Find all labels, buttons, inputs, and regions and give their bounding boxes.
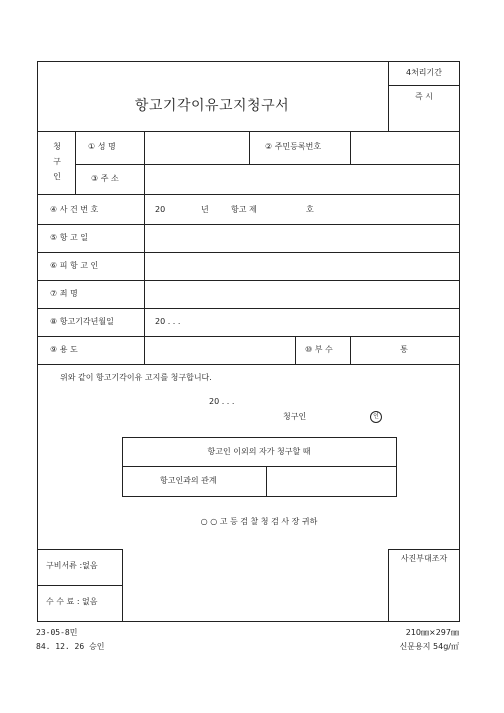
appellee-field[interactable] [146, 254, 457, 279]
case-no-label: ④ 사 건 번 호 [50, 205, 99, 214]
proxy-divider [266, 466, 267, 496]
row-line-5 [37, 308, 460, 309]
dismissal-date-label: ⑧ 항고기각년월일 [50, 317, 114, 326]
docs-right [122, 549, 123, 622]
row-line-7 [37, 364, 460, 365]
appellee-label: ⑥ 피 항 고 인 [50, 261, 99, 270]
case-no-appeal: 항고 제 [231, 205, 257, 214]
addressee: ○ ○ 고 등 검 찰 청 검 사 장 귀하 [200, 517, 318, 526]
form-number: 23-05-8민 [36, 628, 78, 637]
proxy-top [122, 437, 397, 438]
seal-mark: 인 [370, 411, 382, 423]
paper-type: 신문용지 54g/㎡ [399, 642, 459, 651]
period-box-left [388, 61, 389, 131]
rrn-field[interactable] [352, 134, 457, 162]
row-line-6 [37, 336, 460, 337]
row-line-4 [37, 280, 460, 281]
purpose-field[interactable] [146, 338, 293, 363]
name-label: ① 성 명 [88, 142, 116, 151]
rrn-left-line [249, 131, 250, 164]
approval-date: 84. 12. 26 승인 [36, 642, 105, 651]
period-box-divider [388, 85, 459, 86]
applicant-col-line [75, 131, 76, 194]
applicant-row-line [75, 164, 459, 165]
applicant-char-3: 인 [53, 172, 61, 181]
label-col-line-main [144, 194, 145, 364]
date-line: 20 . . . [209, 397, 235, 406]
purpose-label: ⑨ 용 도 [50, 345, 78, 354]
relation-label: 항고인과의 관계 [160, 476, 217, 485]
proxy-right [396, 437, 397, 497]
name-field[interactable] [146, 134, 247, 162]
proxy-header: 항고인 이외의 자가 청구할 때 [207, 447, 311, 456]
relation-field[interactable] [268, 468, 395, 494]
rrn-right-line [350, 131, 351, 164]
period-label: 4처리기간 [405, 68, 443, 77]
applicant-sign-label: 청구인 [283, 412, 307, 421]
photo-label: 사진부대조자 [400, 554, 448, 563]
copies-right-line [350, 336, 351, 364]
label-col-line-top [144, 131, 145, 194]
copies-unit: 통 [400, 345, 408, 354]
frame-top [37, 61, 460, 62]
proxy-mid [122, 466, 397, 467]
copies-left-line [295, 336, 296, 364]
address-field[interactable] [146, 166, 457, 192]
disposition-field[interactable] [146, 282, 457, 307]
statement-text: 위와 같이 항고기각이유 고지를 청구합니다. [60, 373, 212, 382]
appeal-date-field[interactable] [146, 226, 457, 251]
page-title: 항고기각이유고지청구서 [134, 98, 290, 114]
disposition-label: ⑦ 죄 명 [50, 289, 78, 298]
frame-bottom [37, 621, 460, 622]
paper-size: 210㎜×297㎜ [405, 628, 459, 637]
docs-top [37, 549, 122, 550]
address-label: ③ 주 소 [91, 174, 119, 183]
appeal-date-label: ⑤ 항 고 일 [50, 233, 88, 242]
docs-mid [37, 585, 122, 586]
case-no-year: 20 [155, 205, 166, 214]
row-line-1 [37, 194, 460, 195]
frame-left [37, 61, 38, 622]
case-no-ho: 호 [306, 205, 314, 214]
copies-label: ⑩ 부 수 [305, 345, 333, 354]
photo-left [388, 549, 389, 622]
applicant-char-2: 구 [53, 157, 61, 166]
rrn-label: ② 주민등록번호 [265, 142, 322, 151]
frame-right [459, 61, 460, 622]
applicant-char-1: 청 [53, 142, 61, 151]
docs-label: 구비서류 :없음 [46, 561, 98, 570]
proxy-left [122, 437, 123, 497]
dismissal-date-value: 20 . . . [155, 317, 181, 326]
case-no-nyeon: 년 [201, 205, 209, 214]
photo-top [388, 549, 459, 550]
row-line-2 [37, 224, 460, 225]
fee-label: 수 수 료 : 없음 [46, 597, 98, 606]
proxy-bottom [122, 496, 397, 497]
period-value: 즉 시 [415, 92, 433, 101]
row-line-3 [37, 252, 460, 253]
